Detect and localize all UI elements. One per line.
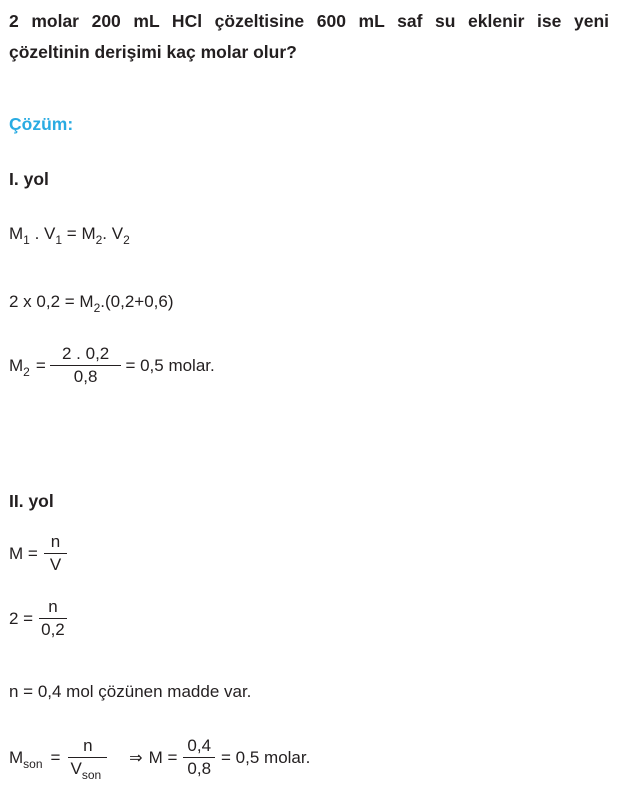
equation-lhs: 2 = bbox=[9, 608, 34, 628]
method-2-equation-4 bbox=[9, 736, 311, 782]
method-2-equation-2 bbox=[9, 597, 67, 640]
fraction bbox=[44, 532, 67, 575]
fraction-numerator: 0,4 bbox=[187, 736, 212, 755]
dot-operator: . bbox=[102, 224, 112, 243]
fraction bbox=[50, 344, 122, 387]
equation-2-lhs: 2 x 0,2 = M bbox=[9, 292, 94, 311]
fraction bbox=[68, 736, 107, 782]
equals-sign: = bbox=[50, 747, 61, 767]
equals-sign: = bbox=[62, 224, 82, 243]
equals-sign: = bbox=[35, 355, 46, 375]
method-1-equation-1 bbox=[9, 224, 130, 247]
fraction-denominator: $V_{son}$ bbox=[68, 757, 107, 779]
m1-subscript: 1 bbox=[23, 233, 30, 247]
method-2-equation-1 bbox=[9, 532, 67, 575]
v2-subscript: 2 bbox=[123, 233, 130, 247]
v2-symbol: V bbox=[111, 224, 124, 243]
fraction-denominator: V bbox=[44, 553, 67, 575]
fraction bbox=[39, 597, 67, 640]
method-1-heading: I. yol bbox=[9, 169, 49, 189]
fraction-numerator: n bbox=[50, 532, 61, 551]
method-1-equation-3 bbox=[9, 344, 215, 387]
m2-subscript: 2 bbox=[95, 233, 103, 247]
implies-arrow-icon: ⇒ bbox=[129, 749, 143, 767]
v1-subscript: 1 bbox=[55, 233, 63, 247]
question-line-1: 2 molar 200 mL HCl çözeltisine 600 mL saf su eklenir ise yeni bbox=[9, 11, 609, 31]
fraction-numerator: n bbox=[48, 597, 58, 616]
equation-lhs: M = bbox=[9, 543, 38, 563]
method-2-heading: II. yol bbox=[9, 491, 54, 511]
fraction-numerator: n bbox=[83, 736, 93, 755]
v1-symbol: V bbox=[44, 224, 56, 243]
m2-symbol: $M_2$ bbox=[9, 355, 30, 379]
fraction-denominator: 0,8 bbox=[183, 757, 215, 779]
question-line-2: çözeltinin derişimi kaç molar olur? bbox=[9, 42, 297, 62]
m-son-symbol: $M_{son}$ bbox=[9, 747, 43, 771]
m2-subscript: 2 bbox=[93, 301, 101, 315]
m2-symbol: M bbox=[81, 224, 96, 243]
equation-2-rhs: .(0,2+0,6) bbox=[100, 292, 174, 311]
m1-symbol: M bbox=[9, 224, 24, 243]
result-text: = 0,5 molar. bbox=[221, 747, 311, 767]
fraction-denominator: 0,8 bbox=[50, 365, 122, 387]
fraction-numerator: 2 . 0,2 bbox=[61, 344, 110, 363]
fraction bbox=[183, 736, 215, 779]
method-2-equation-3: n = 0,4 mol çözünen madde var. bbox=[9, 682, 252, 701]
solution-heading: Çözüm: bbox=[9, 114, 74, 134]
question-text bbox=[9, 6, 609, 68]
dot-operator: . bbox=[29, 224, 45, 243]
equation-lhs: M = bbox=[148, 747, 178, 767]
fraction-denominator: 0,2 bbox=[41, 620, 65, 639]
result-text: = 0,5 molar. bbox=[125, 355, 215, 375]
method-1-equation-2 bbox=[9, 292, 174, 315]
